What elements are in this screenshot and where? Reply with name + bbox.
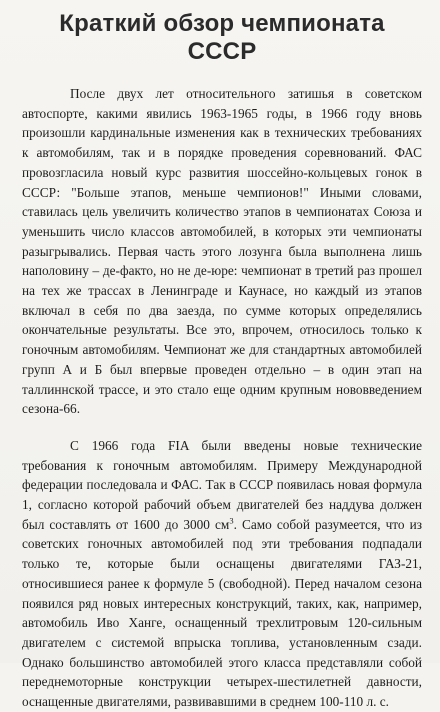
paragraph-2-text-end: . Само собой разумеется, что из советских гоночных автомобилей под эти требования подпадали только те, которые были оснащены двигателями ГАЗ-21, относившиеся ранее к формуле 5 (свободной). Перед началом сезона появился ряд новых интересных конструкций, таких, как, например, автомобиль Иво Ханге, оснащенный трехлитровым 120-сильным двигателем с системой впрыска топлива, установленным сзади. Однако большинство автомобилей этого класса представляли собой переднемоторные конструкции четырех-шестилетней давности, оснащенные двигателями, развивавшими в среднем 100-110 л. с.	[22, 516, 422, 710]
article-body	[22, 84, 422, 712]
cubic-superscript: 3	[229, 515, 234, 526]
title-line-1: Краткий обзор чемпионата	[59, 10, 385, 37]
paragraph-2-text-start: С 1966 года FIA были введены новые технические требования к гоночным автомобилям. Примеру Международной федерации последовала и ФАС. Так в СССР появилась новая формула 1, согласно которой рабочий объем двигателей без наддува должен был составлять от 1600 до 3000 см	[22, 437, 422, 532]
paragraph-2	[22, 436, 422, 712]
title-line-2: СССР	[187, 38, 257, 65]
paragraph-1: После двух лет относительного затишья в советском автоспорте, какими явились 1963-1965 годы, в 1966 году вновь произошли кардинальные изменения как в технических требованиях к автомобилям, так и в порядке проведения соревнований. ФАС провозгласила новый курс развития шоссейно-кольцевых гонок в СССР: "Больше этапов, меньше чемпионов!" Иными словами, ставилась цель увеличить количество этапов в чемпионатах Союза и уменьшить число классов автомобилей, в которых эти чемпионаты разыгрывались. Первая часть этого лозунга была выполнена лишь наполовину – де-факто, но не де-юре: чемпионат в третий раз прошел на тех же трассах в Ленинграде и Каунасе, но каждый из этапов включал в себя по два заезда, по сумме которых определялись окончательные результаты. Все это, впрочем, относилось только к гоночным автомобилям. Чемпионат же для стандартных автомобилей групп А и Б был впервые проведен отдельно – в один этап на таллиннской трассе, и это стало еще одним крупным нововведением сезона-66.	[22, 86, 422, 417]
page-title	[22, 10, 422, 66]
